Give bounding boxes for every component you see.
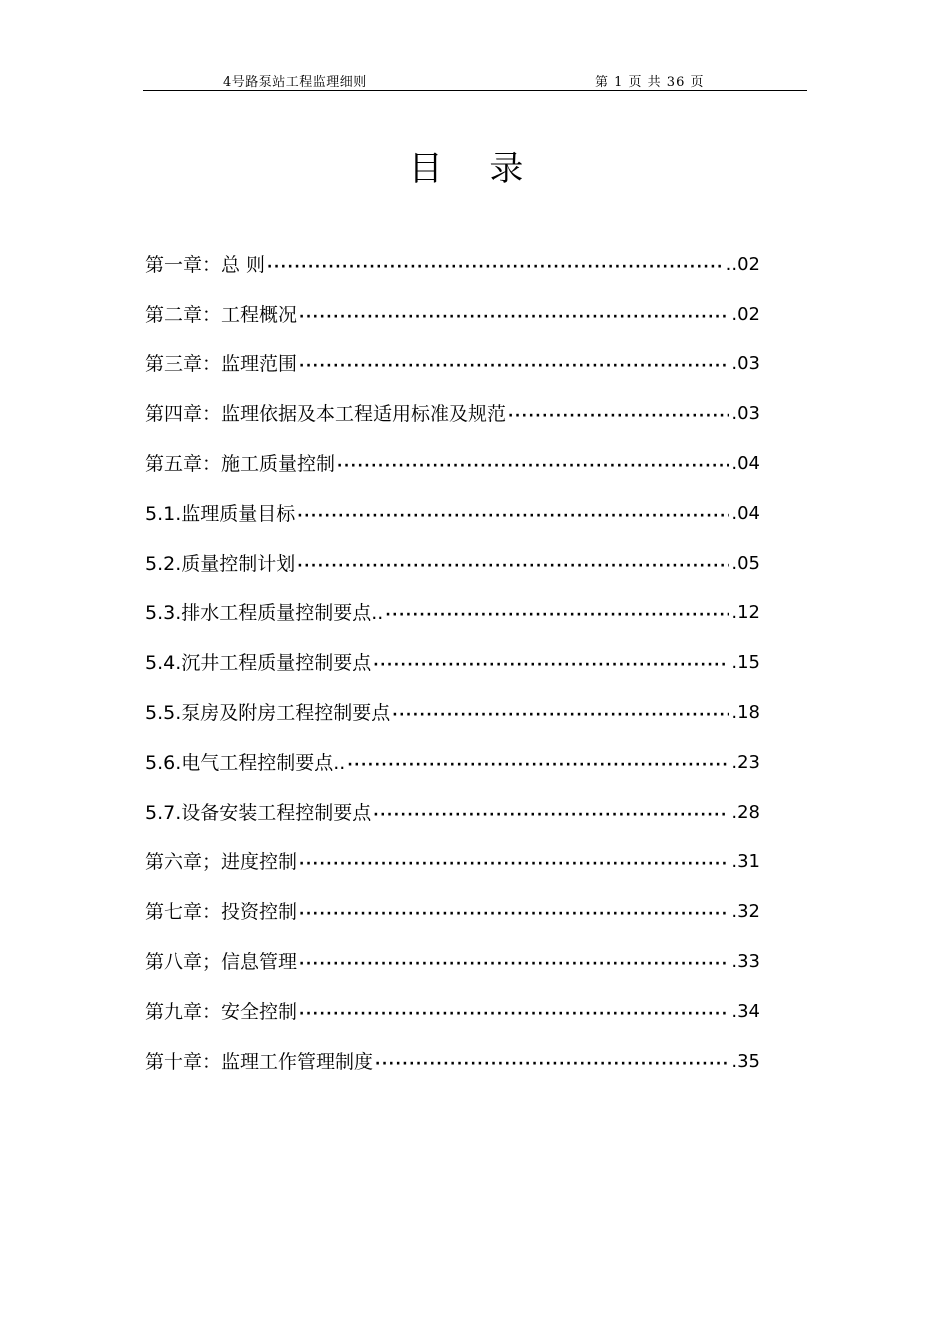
toc-entry-title: 第十章：监理工作管理制度: [145, 1050, 374, 1073]
toc-entry-page: .04: [731, 502, 760, 524]
toc-entry-title: 第二章：工程概况: [145, 303, 298, 326]
toc-entry[interactable]: [145, 527, 760, 577]
toc-entry-page: .33: [731, 950, 760, 972]
toc-entry-page: .04: [731, 452, 760, 474]
page-header: [143, 68, 807, 91]
toc-entry[interactable]: [145, 626, 760, 676]
toc-entry-title: 第九章：安全控制: [145, 1000, 298, 1023]
toc-dot-leader: [299, 853, 729, 875]
toc-entry[interactable]: [145, 925, 760, 975]
toc-dot-leader: [297, 505, 729, 527]
toc-dot-leader: [299, 953, 729, 975]
toc-dot-leader: [297, 555, 729, 577]
toc-entry[interactable]: [145, 427, 760, 477]
toc-dot-leader: [299, 306, 729, 328]
toc-entry[interactable]: [145, 676, 760, 726]
toc-entry[interactable]: [145, 776, 760, 826]
toc-dot-leader: [337, 455, 729, 477]
toc-entry-title: 第一章：总 则: [145, 253, 266, 276]
toc-dot-leader: [508, 405, 729, 427]
toc-entry[interactable]: [145, 826, 760, 876]
toc-entry[interactable]: [145, 328, 760, 378]
toc-entry[interactable]: [145, 577, 760, 627]
toc-entry-title: 5.1.监理质量目标: [145, 502, 296, 525]
toc-dot-leader: [299, 903, 729, 925]
toc-entry-page: .18: [731, 701, 760, 723]
toc-dot-leader: [373, 804, 729, 826]
toc-entry-title: 5.3.排水工程质量控制要点..: [145, 602, 384, 625]
toc-entry-title: 5.2.质量控制计划: [145, 552, 296, 575]
toc-entry[interactable]: [145, 477, 760, 527]
toc-dot-leader: [299, 1003, 729, 1025]
toc-dot-leader: [392, 704, 729, 726]
toc-entry-title: 第五章：施工质量控制: [145, 452, 336, 475]
table-of-contents: [145, 228, 760, 1075]
toc-entry[interactable]: [145, 726, 760, 776]
header-page-number: 第 1 页 共 36 页: [595, 75, 705, 90]
toc-entry-page: .31: [731, 851, 760, 873]
toc-dot-leader: [347, 754, 729, 776]
toc-dot-leader: [299, 355, 729, 377]
toc-entry-title: 第七章：投资控制: [145, 901, 298, 924]
toc-dot-leader: [375, 1053, 729, 1075]
toc-entry-page: .35: [731, 1050, 760, 1072]
toc-dot-leader: [385, 604, 729, 626]
toc-entry-title: 5.4.沉井工程质量控制要点: [145, 652, 372, 675]
header-document-title: 4号路泵站工程监理细则: [223, 75, 367, 90]
toc-entry-page: ..02: [725, 253, 760, 275]
toc-entry-title: 5.5.泵房及附房工程控制要点: [145, 701, 391, 724]
toc-entry-page: .12: [731, 602, 760, 624]
toc-entry-page: .34: [731, 1000, 760, 1022]
toc-entry-title: 第八章；信息管理: [145, 950, 298, 973]
toc-dot-leader: [373, 654, 729, 676]
toc-entry[interactable]: [145, 975, 760, 1025]
toc-entry-page: .32: [731, 901, 760, 923]
document-title: 目 录: [408, 148, 542, 189]
toc-entry-page: .03: [731, 353, 760, 375]
toc-entry-title: 5.6.电气工程控制要点..: [145, 751, 346, 774]
toc-entry-page: .23: [731, 751, 760, 773]
toc-entry[interactable]: [145, 278, 760, 328]
toc-dot-leader: [267, 256, 724, 278]
toc-entry-page: .28: [731, 801, 760, 823]
toc-entry-title: 第三章：监理范围: [145, 353, 298, 376]
toc-entry-title: 5.7.设备安装工程控制要点: [145, 801, 372, 824]
toc-entry[interactable]: [145, 875, 760, 925]
toc-entry-page: .05: [731, 552, 760, 574]
toc-entry[interactable]: [145, 1025, 760, 1075]
toc-entry-title: 第四章：监理依据及本工程适用标准及规范: [145, 403, 507, 426]
toc-entry[interactable]: [145, 377, 760, 427]
toc-entry-page: .02: [731, 303, 760, 325]
toc-entry-page: .15: [731, 652, 760, 674]
toc-entry[interactable]: [145, 228, 760, 278]
toc-entry-title: 第六章；进度控制: [145, 851, 298, 874]
toc-entry-page: .03: [731, 403, 760, 425]
